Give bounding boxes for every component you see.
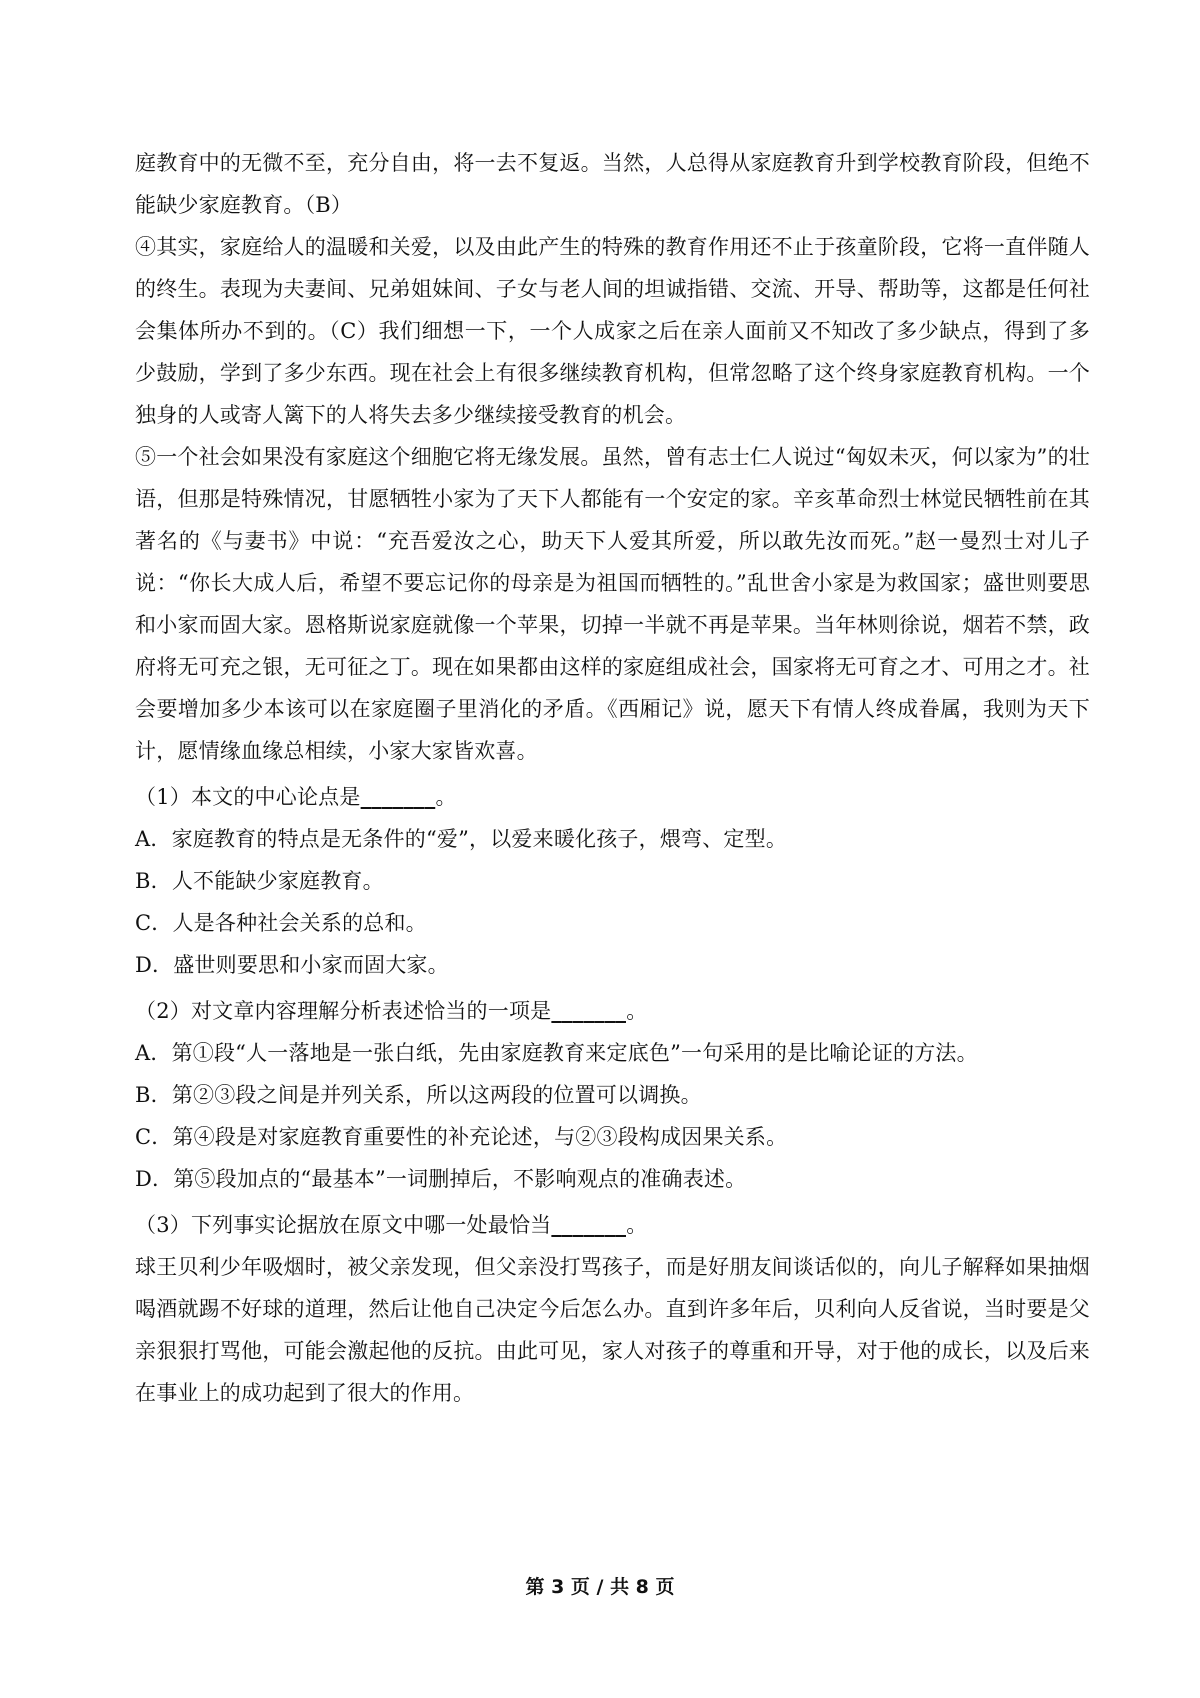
page-footer: 第 3 页 / 共 8 页 xyxy=(525,1576,675,1598)
question-2-option-b: B．第②③段之间是并列关系，所以这两段的位置可以调换。 xyxy=(135,1083,702,1107)
question-1-option-d: D．盛世则要思和小家而固大家。 xyxy=(135,953,449,977)
answer-blank: _______ xyxy=(360,784,436,809)
question-3-stem: （3）下列事实论据放在原文中哪一处最恰当_______。 xyxy=(135,1212,648,1237)
question-1-stem: （1）本文的中心论点是_______。 xyxy=(135,784,457,809)
question-1-option-c: C．人是各种社会关系的总和。 xyxy=(135,911,427,935)
question-2-option-a: A．第①段“人一落地是一张白纸，先由家庭教育来定底色”一句采用的是比喻论证的方法。 xyxy=(135,1041,978,1065)
answer-blank: _______ xyxy=(551,998,627,1023)
question-1-option-a: A．家庭教育的特点是无条件的“爱”，以爱来暖化孩子，煨弯、定型。 xyxy=(135,827,788,851)
question-2-option-d: D．第⑤段加点的“最基本”一词删掉后，不影响观点的准确表述。 xyxy=(135,1167,747,1191)
page-content xyxy=(135,142,1090,1414)
paragraph-3-tail: 庭教育中的无微不至，充分自由，将一去不复返。当然，人总得从家庭教育升到学校教育阶段，但绝不能缺少家庭教育。（B） xyxy=(135,151,1090,217)
paragraph-4: ④其实，家庭给人的温暖和关爱，以及由此产生的特殊的教育作用还不止于孩童阶段，它将一直伴随人的终生。表现为夫妻间、兄弟姐妹间、子女与老人间的坦诚指错、交流、开导、帮助等，这都是任何社会集体所办不到的。（C）我们细想一下，一个人成家之后在亲人面前又不知改了多少缺点，得到了多少鼓励，学到了多少东西。现在社会上有很多继续教育机构，但常忽略了这个终身家庭教育机构。一个独身的人或寄人篱下的人将失去多少继续接受教育的机会。 xyxy=(135,235,1090,427)
question-1-option-b: B．人不能缺少家庭教育。 xyxy=(135,869,384,893)
paragraph-5: ⑤一个社会如果没有家庭这个细胞它将无缘发展。虽然，曾有志士仁人说过“匈奴未灭，何以家为”的壮语，但那是特殊情况，甘愿牺牲小家为了天下人都能有一个安定的家。辛亥革命烈士林觉民牺牲前在其著名的《与妻书》中说：“充吾爱汝之心，助天下人爱其所爱，所以敢先汝而死。”赵一曼烈士对儿子说：“你长大成人后，希望不要忘记你的母亲是为祖国而牺牲的。”乱世舍小家是为救国家；盛世则要思和小家而固大家。恩格斯说家庭就像一个苹果，切掉一半就不再是苹果。当年林则徐说，烟若不禁，政府将无可充之银，无可征之丁。现在如果都由这样的家庭组成社会，国家将无可育之才、可用之才。社会要增加多少本该可以在家庭圈子里消化的矛盾。《西厢记》说，愿天下有情人终成眷属，我则为天下计，愿情缘血缘总相续，小家大家皆欢喜。 xyxy=(135,445,1090,763)
question-2-option-c: C．第④段是对家庭教育重要性的补充论述，与②③段构成因果关系。 xyxy=(135,1125,788,1149)
question-2-stem: （2）对文章内容理解分析表述恰当的一项是_______。 xyxy=(135,998,648,1023)
answer-blank: _______ xyxy=(551,1212,627,1237)
question-3-material: 球王贝利少年吸烟时，被父亲发现，但父亲没打骂孩子，而是好朋友间谈话似的，向儿子解释如果抽烟喝酒就踢不好球的道理，然后让他自己决定今后怎么办。直到许多年后，贝利向人反省说，当时要是父亲狠狠打骂他，可能会激起他的反抗。由此可见，家人对孩子的尊重和开导，对于他的成长，以及后来在事业上的成功起到了很大的作用。 xyxy=(135,1255,1090,1405)
